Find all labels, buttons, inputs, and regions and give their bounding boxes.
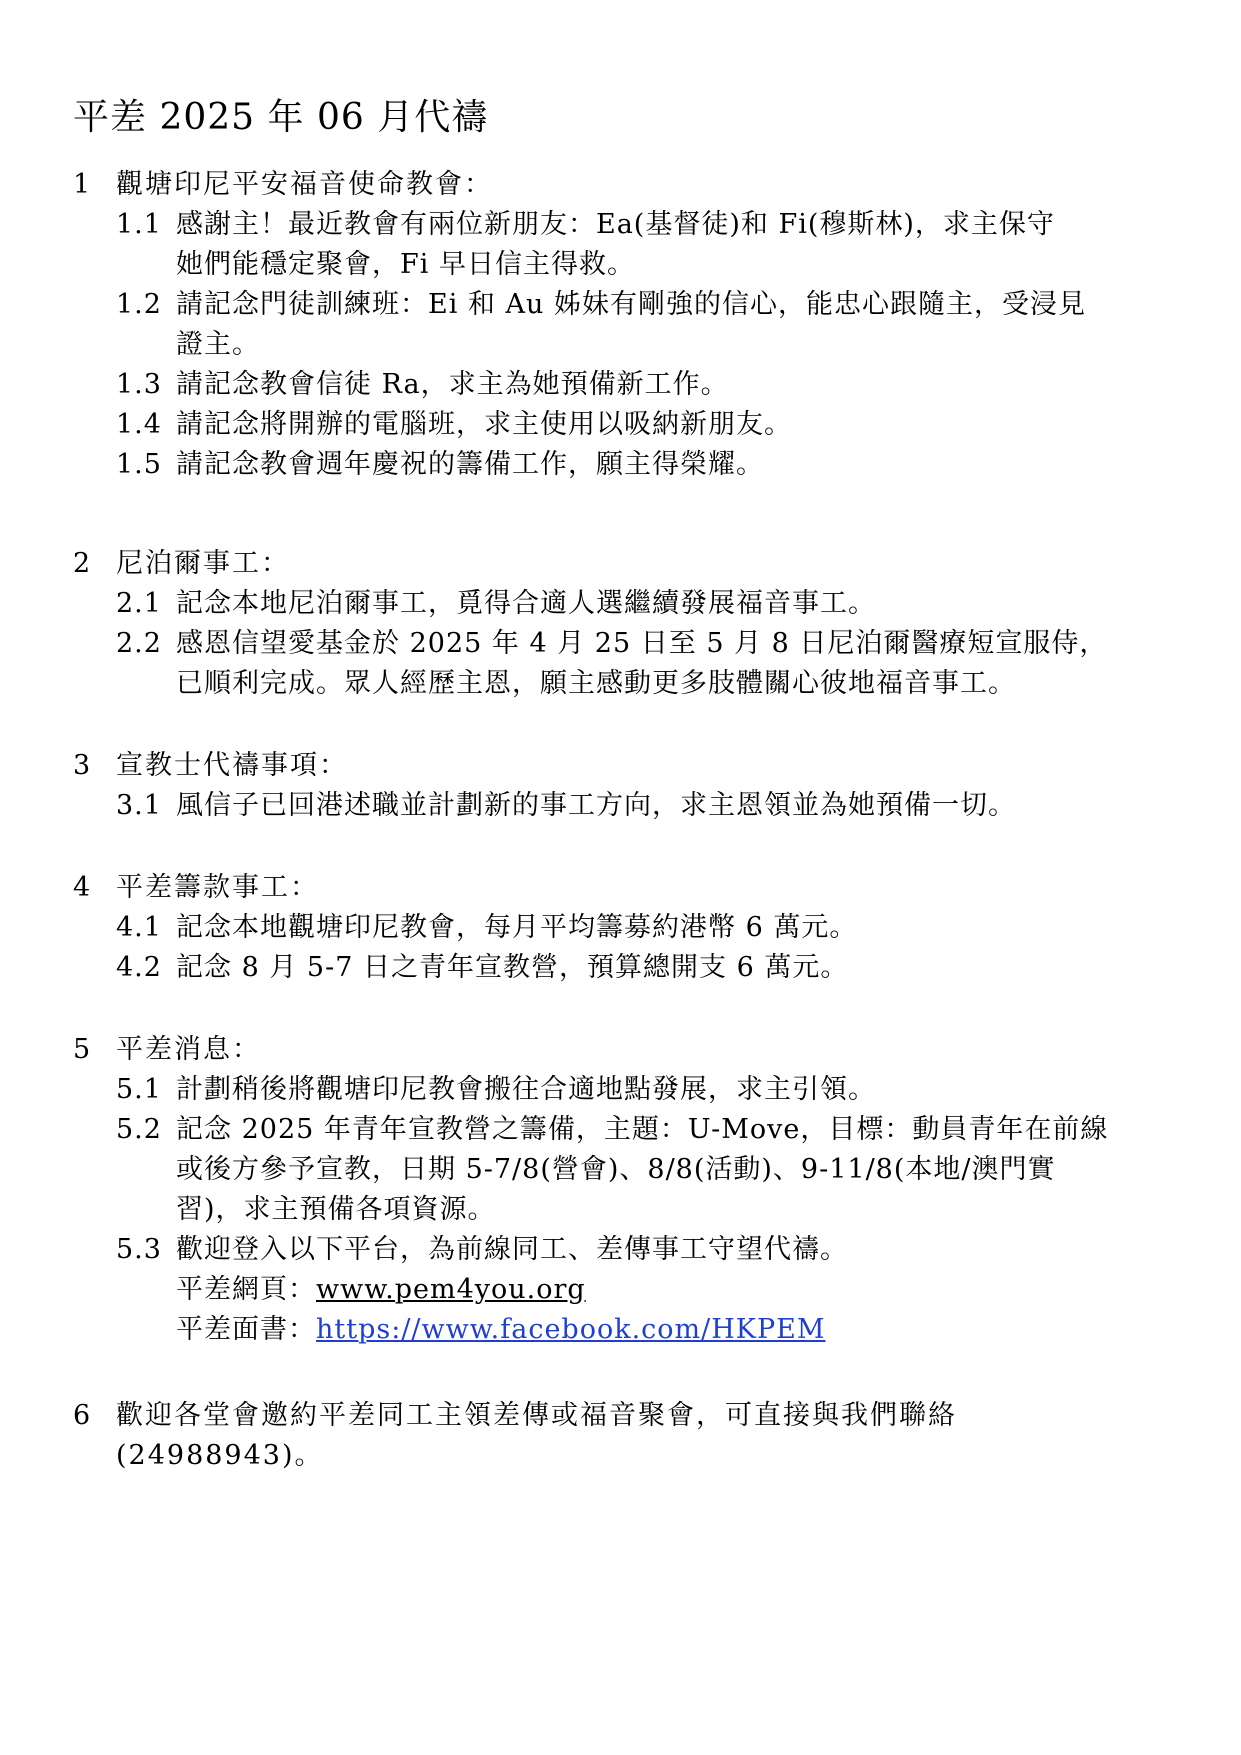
- section-6: [73, 1396, 1183, 1476]
- item-text: [176, 365, 1183, 405]
- item-line: 請記念門徒訓練班：Ei 和 Au 姊妹有剛強的信心，能忠心跟隨主，受浸見: [176, 289, 1086, 320]
- item-line: 歡迎登入以下平台，為前線同工、差傳事工守望代禱。: [176, 1234, 848, 1265]
- item-line: 或後方參予宣教，日期 5-7/8(營會)、8/8(活動)、9-11/8(本地/澳門實: [176, 1154, 1056, 1185]
- item-line: 感恩信望愛基金於 2025 年 4 月 25 日至 5 月 8 日尼泊爾醫療短宣服侍，: [176, 628, 1108, 659]
- item-line: 記念本地尼泊爾事工，覓得合適人選繼續發展福音事工。: [176, 588, 876, 619]
- item-number: 5.2: [116, 1114, 162, 1145]
- item-number: 4.2: [116, 952, 162, 983]
- section-1: [73, 165, 1183, 485]
- item-number: 3.1: [116, 790, 162, 821]
- item-text: [176, 445, 1183, 485]
- item-text: [176, 948, 1183, 988]
- item-text: [176, 584, 1183, 624]
- list-item: [116, 445, 1183, 485]
- list-item: [116, 786, 1183, 826]
- item-number: 1.5: [116, 449, 162, 480]
- section-heading: [73, 1396, 1183, 1476]
- website-line: [176, 1270, 1183, 1310]
- item-text: [176, 786, 1183, 826]
- item-line: 記念 8 月 5-7 日之青年宣教營，預算總開支 6 萬元。: [176, 952, 849, 983]
- section-title: 平差消息：: [116, 1034, 261, 1065]
- item-number: 1.4: [116, 409, 162, 440]
- item-number: 2.2: [116, 628, 162, 659]
- section-text: [116, 1396, 957, 1476]
- list-item: [116, 948, 1183, 988]
- section-4: [73, 868, 1183, 988]
- item-number: 1.1: [116, 209, 162, 240]
- list-item: [116, 584, 1183, 624]
- section-title: 平差籌款事工：: [116, 872, 319, 903]
- section-heading: [73, 1030, 1183, 1070]
- list-item: [116, 1230, 1183, 1270]
- section-number: 6: [73, 1400, 93, 1431]
- website-link[interactable]: www.pem4you.org: [316, 1274, 586, 1305]
- list-item: [116, 1070, 1183, 1110]
- item-text: [176, 1230, 1183, 1270]
- section-line: (24988943)。: [116, 1440, 324, 1471]
- item-text: [176, 624, 1183, 704]
- item-line: 習)，求主預備各項資源。: [176, 1194, 496, 1225]
- section-title: 觀塘印尼平安福音使命教會：: [116, 169, 493, 200]
- item-number: 5.1: [116, 1074, 162, 1105]
- section-heading: [73, 868, 1183, 908]
- section-2: [73, 544, 1183, 704]
- item-line: 證主。: [176, 329, 260, 360]
- section-number: 2: [73, 548, 93, 579]
- item-text: [176, 1110, 1183, 1230]
- item-line: 風信子已回港述職並計劃新的事工方向，求主恩領並為她預備一切。: [176, 790, 1016, 821]
- item-number: 2.1: [116, 588, 162, 619]
- section-number: 4: [73, 872, 93, 903]
- list-item: [116, 1110, 1183, 1230]
- item-line: 請記念將開辦的電腦班，求主使用以吸納新朋友。: [176, 409, 792, 440]
- section-heading: [73, 165, 1183, 205]
- section-heading: [73, 746, 1183, 786]
- list-item: [116, 405, 1183, 445]
- item-text: [176, 405, 1183, 445]
- item-number: 1.3: [116, 369, 162, 400]
- website-label: 平差網頁：: [176, 1274, 316, 1305]
- item-text: [176, 205, 1183, 285]
- facebook-label: 平差面書：: [176, 1314, 316, 1345]
- item-line: 記念 2025 年青年宣教營之籌備，主題：U-Move，目標：動員青年在前線: [176, 1114, 1109, 1145]
- facebook-link[interactable]: https://www.facebook.com/HKPEM: [316, 1314, 826, 1345]
- section-title: 宣教士代禱事項：: [116, 750, 348, 781]
- section-line: 歡迎各堂會邀約平差同工主領差傳或福音聚會，可直接與我們聯絡: [116, 1400, 957, 1431]
- item-number: 4.1: [116, 912, 162, 943]
- item-line: 請記念教會信徒 Ra，求主為她預備新工作。: [176, 369, 729, 400]
- item-number: 1.2: [116, 289, 162, 320]
- section-number: 5: [73, 1034, 93, 1065]
- list-item: [116, 285, 1183, 365]
- item-line: 請記念教會週年慶祝的籌備工作，願主得榮耀。: [176, 449, 764, 480]
- item-line: 感謝主！最近教會有兩位新朋友：Ea(基督徒)和 Fi(穆斯林)，求主保守: [176, 209, 1055, 240]
- section-heading: [73, 544, 1183, 584]
- section-number: 1: [73, 169, 93, 200]
- page-title: 平差 2025 年 06 月代禱: [73, 97, 489, 138]
- list-item: [116, 205, 1183, 285]
- item-line: 已順利完成。眾人經歷主恩，願主感動更多肢體關心彼地福音事工。: [176, 668, 1016, 699]
- item-text: [176, 285, 1183, 365]
- item-line: 她們能穩定聚會，Fi 早日信主得救。: [176, 249, 635, 280]
- item-number: 5.3: [116, 1234, 162, 1265]
- section-5: [73, 1030, 1183, 1350]
- section-3: [73, 746, 1183, 826]
- section-title: 尼泊爾事工：: [116, 548, 290, 579]
- item-line: 記念本地觀塘印尼教會，每月平均籌募約港幣 6 萬元。: [176, 912, 858, 943]
- facebook-line: [176, 1310, 1183, 1350]
- list-item: [116, 365, 1183, 405]
- item-text: [176, 908, 1183, 948]
- section-number: 3: [73, 750, 93, 781]
- item-text: [176, 1070, 1183, 1110]
- list-item: [116, 624, 1183, 704]
- item-line: 計劃稍後將觀塘印尼教會搬往合適地點發展，求主引領。: [176, 1074, 876, 1105]
- list-item: [116, 908, 1183, 948]
